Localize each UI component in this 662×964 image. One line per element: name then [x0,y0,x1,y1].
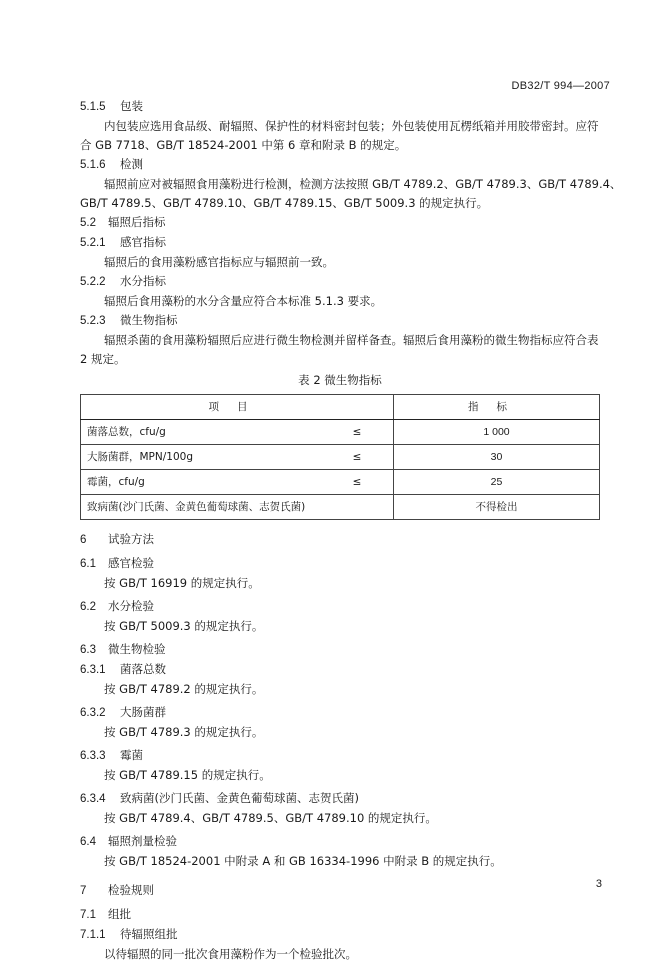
heading-6 [80,530,600,550]
section-number: 6.3 [80,644,96,656]
section-number: 6 [80,534,87,546]
paragraph: 辐照后的食用藻粉感官指标应与辐照前一致。 [104,255,334,269]
paragraph: 按 GB/T 5009.3 的规定执行。 [104,619,264,633]
paragraph: 按 GB/T 4789.15 的规定执行。 [104,768,271,782]
section-title: 水分检验 [108,599,154,613]
row-item-name: 大肠菌群，MPN/100g [81,445,322,470]
heading-5-1-6 [80,155,600,175]
section-number: 7 [80,885,87,897]
column-header-indicator: 指标 [394,395,600,420]
heading-6-3-4 [80,789,600,809]
section-title: 霉菌 [120,748,143,762]
section-title: 微生物指标 [120,313,178,327]
section-number: 7.1 [80,909,96,921]
section-number: 6.3.2 [80,707,106,719]
document-code: DB32/T 994—2007 [511,80,610,92]
section-title: 组批 [108,907,131,921]
heading-7-1-1 [80,925,600,945]
paragraph: 2 规定。 [80,352,126,366]
section-title: 辐照剂量检验 [108,834,177,848]
table-caption: 表 2 微生物指标 [298,373,382,387]
paragraph: 按 GB/T 4789.3 的规定执行。 [104,725,264,739]
table-row [81,420,600,445]
row-value: 不得检出 [394,495,600,520]
row-value: 25 [394,470,600,495]
row-item-name: 菌落总数，cfu/g [81,420,322,445]
heading-6-3-3 [80,746,600,766]
heading-5-2 [80,213,600,233]
heading-6-3-2 [80,703,600,723]
paragraph: 辐照前应对被辐照食用藻粉进行检测，检测方法按照 GB/T 4789.2、GB/T 4789.3、GB/T 4789.4、 [104,177,622,191]
row-comparator [321,495,394,520]
heading-5-2-2 [80,272,600,292]
heading-7 [80,881,600,901]
section-number: 6.3.3 [80,750,106,762]
table-row [81,445,600,470]
heading-7-1 [80,905,600,925]
section-title: 致病菌(沙门氏菌、金黄色葡萄球菌、志贺氏菌) [120,791,359,805]
paragraph: GB/T 4789.5、GB/T 4789.10、GB/T 4789.15、GB/T 5009.3 的规定执行。 [80,196,489,210]
row-value: 1 000 [394,420,600,445]
heading-5-1-5 [80,97,600,117]
section-title: 试验方法 [108,532,154,546]
microbial-indicator-table [80,394,600,520]
section-number: 5.2.1 [80,237,106,249]
section-number: 6.2 [80,601,96,613]
section-title: 菌落总数 [120,662,166,676]
section-title: 感官检验 [108,556,154,570]
heading-6-3 [80,640,600,660]
section-title: 水分指标 [120,274,166,288]
section-number: 5.1.6 [80,159,106,171]
section-title: 微生物检验 [108,642,166,656]
document-body [80,97,622,964]
section-number: 5.2 [80,217,96,229]
page-number: 3 [595,878,602,890]
section-number: 5.1.5 [80,101,106,113]
row-comparator: ≤ [321,470,394,495]
paragraph: 内包装应选用食品级、耐辐照、保护性的材料密封包装；外包装使用瓦楞纸箱并用胶带密封。应符 [104,119,599,133]
row-item-name: 致病菌(沙门氏菌、金黄色葡萄球菌、志贺氏菌) [81,495,322,520]
section-number: 7.1.1 [80,929,106,941]
row-comparator: ≤ [321,445,394,470]
paragraph: 按 GB/T 16919 的规定执行。 [104,576,260,590]
section-number: 6.1 [80,558,96,570]
section-title: 包装 [120,99,143,113]
section-number: 5.2.2 [80,276,106,288]
paragraph: 按 GB/T 4789.2 的规定执行。 [104,682,264,696]
section-title: 检测 [120,157,143,171]
table-row [81,495,600,520]
heading-5-2-1 [80,233,600,253]
heading-6-4 [80,832,600,852]
section-number: 6.3.1 [80,664,106,676]
column-header-item: 项目 [81,395,394,420]
paragraph: 合 GB 7718、GB/T 18524-2001 中第 6 章和附录 B 的规定。 [80,138,407,152]
paragraph: 辐照后食用藻粉的水分含量应符合本标准 5.1.3 要求。 [104,294,383,308]
section-number: 6.3.4 [80,793,106,805]
paragraph: 按 GB/T 4789.4、GB/T 4789.5、GB/T 4789.10 的规定执行。 [104,811,437,825]
paragraph: 以待辐照的同一批次食用藻粉作为一个检验批次。 [104,947,357,961]
section-title: 感官指标 [120,235,166,249]
heading-6-1 [80,554,600,574]
section-number: 5.2.3 [80,315,106,327]
row-value: 30 [394,445,600,470]
section-number: 6.4 [80,836,96,848]
table-row [81,470,600,495]
row-item-name: 霉菌，cfu/g [81,470,322,495]
row-comparator: ≤ [321,420,394,445]
heading-6-2 [80,597,600,617]
section-title: 检验规则 [108,883,154,897]
paragraph: 按 GB/T 18524-2001 中附录 A 和 GB 16334-1996 中附录 B 的规定执行。 [104,854,502,868]
section-title: 大肠菌群 [120,705,166,719]
heading-6-3-1 [80,660,600,680]
table-header-row [81,395,600,420]
heading-5-2-3 [80,311,600,331]
section-title: 待辐照组批 [120,927,178,941]
paragraph: 辐照杀菌的食用藻粉辐照后应进行微生物检测并留样备查。辐照后食用藻粉的微生物指标应符合表 [104,333,599,347]
section-title: 辐照后指标 [108,215,166,229]
